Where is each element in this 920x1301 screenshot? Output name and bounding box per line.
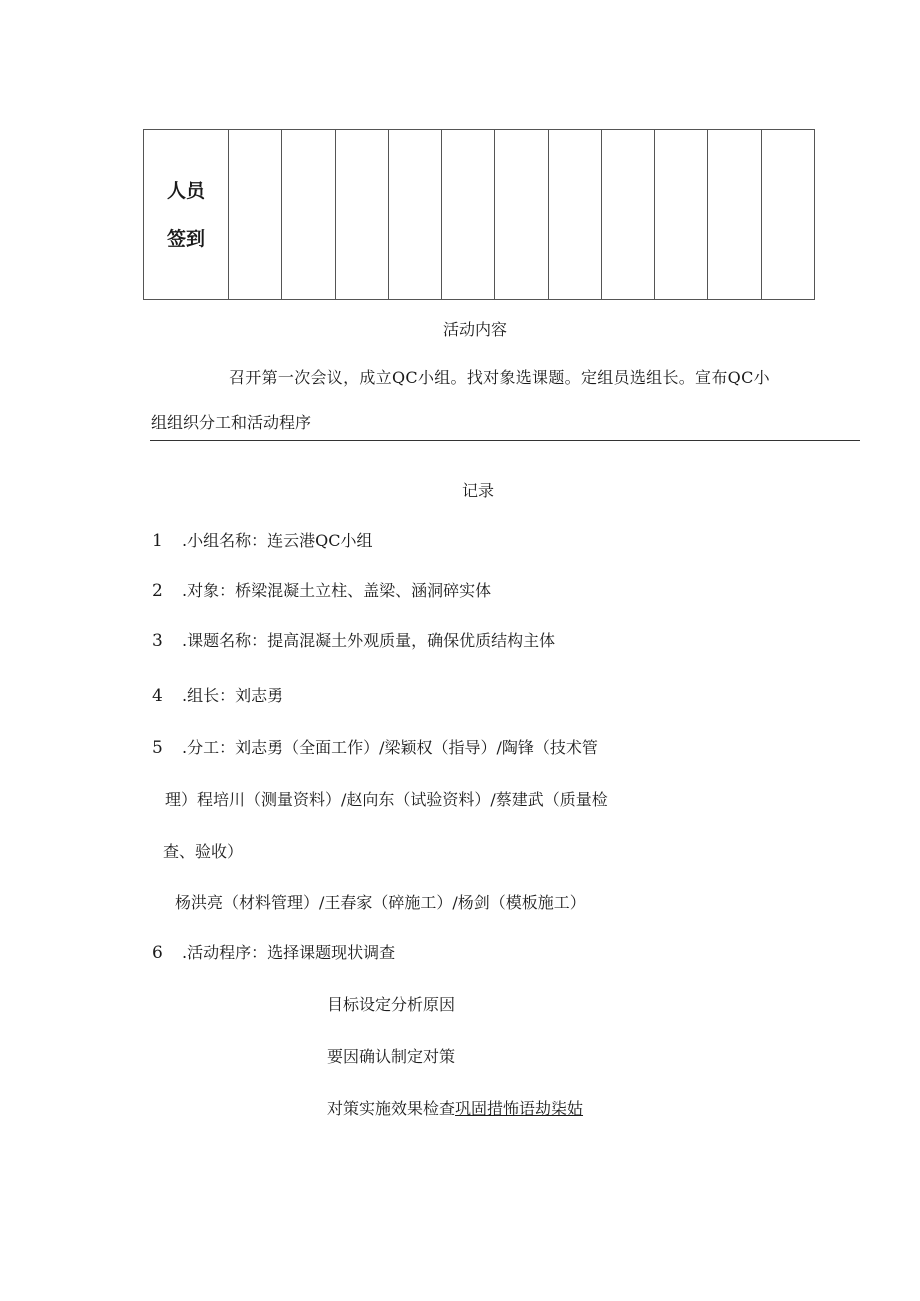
division-continuation-1: 理）程培川（测量资料）/赵向东（试验资料）/蔡建武（质量检 bbox=[165, 790, 608, 809]
activity-content-heading: 活动内容 bbox=[443, 320, 508, 339]
procedure-line-4-underlined: 巩固措怖语劫柒姑 bbox=[455, 1099, 584, 1118]
activity-content-line2: 组组织分工和活动程序 bbox=[151, 413, 312, 432]
signature-cell[interactable] bbox=[548, 130, 601, 300]
division-continuation-3: 杨洪亮（材料管理）/王春家（碎施工）/杨剑（模板施工） bbox=[175, 893, 586, 912]
record-item-2 bbox=[152, 580, 491, 602]
activity-content-line1: 召开第一次会议，成立QC小组。找对象选课题。定组员选组长。宣布QC小 bbox=[229, 368, 770, 387]
signature-cell[interactable] bbox=[335, 130, 388, 300]
sign-in-label-line2: 签到 bbox=[166, 227, 205, 250]
record-item-text: .对象：桥梁混凝土立柱、盖梁、涵洞碎实体 bbox=[182, 581, 492, 600]
record-item-text: .小组名称：连云港QC小组 bbox=[182, 531, 373, 550]
procedure-line-2: 目标设定分析原因 bbox=[327, 995, 456, 1014]
signature-cell[interactable] bbox=[708, 130, 761, 300]
divider-line bbox=[150, 440, 860, 441]
procedure-line-4-plain: 对策实施效果检查 bbox=[327, 1099, 456, 1118]
signature-cell[interactable] bbox=[655, 130, 708, 300]
record-item-number: 2 bbox=[152, 581, 163, 601]
record-item-3 bbox=[152, 630, 555, 652]
record-item-5 bbox=[152, 737, 598, 759]
signature-cell[interactable] bbox=[388, 130, 441, 300]
record-heading: 记录 bbox=[462, 481, 495, 500]
procedure-line-3: 要因确认制定对策 bbox=[327, 1047, 456, 1066]
sign-in-label bbox=[144, 130, 229, 300]
record-item-6 bbox=[152, 942, 395, 964]
sign-in-table bbox=[143, 129, 815, 300]
signature-cell[interactable] bbox=[229, 130, 282, 300]
signature-cell[interactable] bbox=[601, 130, 654, 300]
signature-cell[interactable] bbox=[282, 130, 335, 300]
signature-cell[interactable] bbox=[495, 130, 548, 300]
record-item-text: .组长：刘志勇 bbox=[182, 686, 284, 705]
record-item-number: 6 bbox=[152, 943, 163, 963]
signature-cell[interactable] bbox=[761, 130, 814, 300]
record-item-text: .课题名称：提高混凝土外观质量，确保优质结构主体 bbox=[182, 631, 556, 650]
signature-cell[interactable] bbox=[442, 130, 495, 300]
record-item-number: 4 bbox=[152, 686, 163, 706]
record-item-1 bbox=[152, 530, 372, 552]
division-continuation-2: 查、验收） bbox=[163, 842, 244, 861]
procedure-line-4 bbox=[327, 1098, 583, 1120]
sign-in-label-line1: 人员 bbox=[166, 179, 205, 202]
record-item-text: .活动程序：选择课题现状调查 bbox=[182, 943, 396, 962]
record-item-4 bbox=[152, 685, 283, 707]
record-item-number: 3 bbox=[152, 631, 163, 651]
record-item-text: .分工：刘志勇（全面工作）/梁颖权（指导）/陶锋（技术管 bbox=[182, 738, 598, 757]
record-item-number: 1 bbox=[152, 531, 163, 551]
record-item-number: 5 bbox=[152, 738, 163, 758]
